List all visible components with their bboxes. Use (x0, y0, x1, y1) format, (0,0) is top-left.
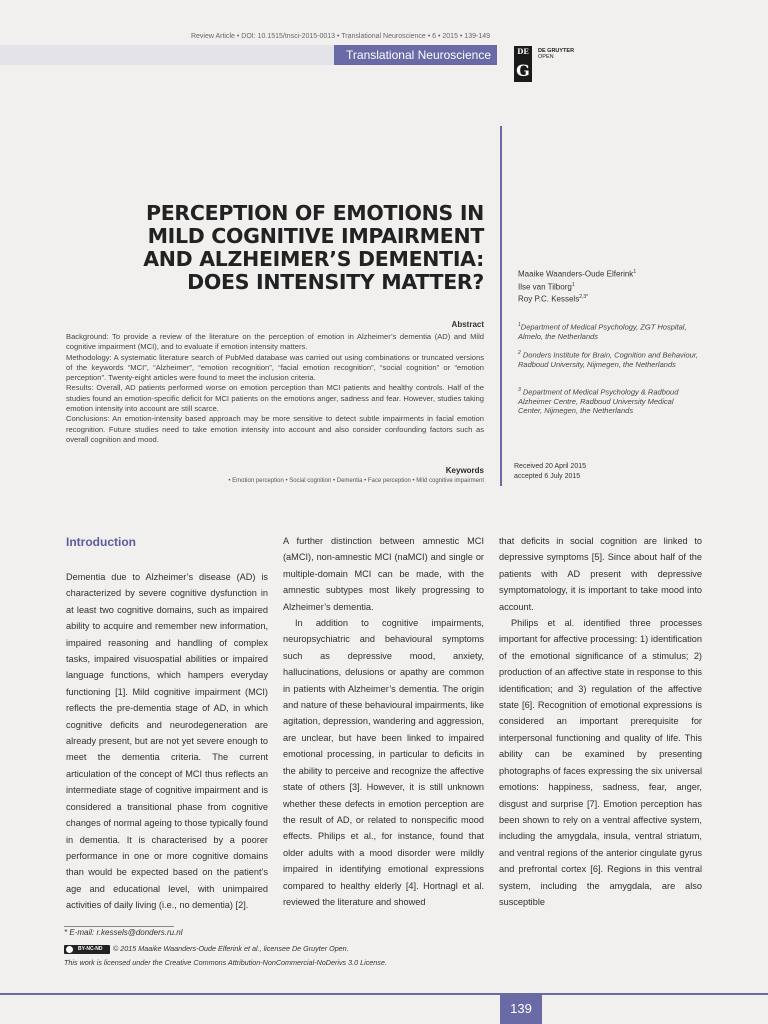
body-paragraph: A further distinction between amnestic MCI (aMCI), non-amnestic MCI (naMCI) and single or multiple-domain MCI can be made, with the amnestic subtypes most likely progressing to Alzheimer’s dementia. (283, 536, 484, 612)
abstract-label: Abstract (451, 320, 484, 329)
copyright-line (64, 944, 349, 954)
author-list (518, 267, 636, 305)
body-paragraph: Dementia due to Alzheimer’s disease (AD) is characterized by severe cognitive dysfunction in at least two cognitive domains, such as impaired ability to acquire and remember new information, impaired reasoning and handling of complex tasks, impaired visuospatial abilities or impaired language functions, which hampers everyday functioning [1]. Mild cognitive impairment (MCI) reflects the pre-dementia stage of AD, in which cognitive deficits and neurodegeneration are already present, but are not yet severe enough to meet the dementia criteria. The current articulation of the concept of MCI thus reflects an intermediate stage of cognitive impairment and is considered a transitional phase from cognitive changes of normal ageing to those typically found in dementia. It is characterised by a poorer performance in one or more cognitive domains than would be expected based on the patient’s age and educational level, with unimpaired activities of daily living (i.e., no dementia) [2]. (66, 572, 268, 911)
copyright-text: © 2015 Maaike Waanders-Oude Elferink et al., licensee De Gruyter Open. (113, 944, 349, 953)
publisher-name-line2: OPEN (538, 54, 554, 60)
author-name: Roy P.C. Kessels$^{2,3*}$ (518, 294, 589, 304)
received-date: Received 20 April 2015 (514, 463, 586, 470)
footer-rule (0, 993, 768, 995)
publisher-logo-top: DE (517, 47, 529, 56)
abstract-paragraph: Methodology: A systematic literature search of PubMed database was carried out using combinations or truncated versions of the keywords “MCI”, “Alzheimer”, “emotion recognition”, “facial emotion recognition”, “social cognition” or “emotion perception”. Twenty-eight articles were found to meet the inclusion criteria. (66, 352, 484, 383)
header-stripe (0, 45, 334, 65)
article-title (70, 202, 484, 294)
publisher-name-line1: DE GRUYTER (538, 48, 575, 54)
abstract-body (66, 332, 484, 445)
author-name: Maaike Waanders-Oude Elferink$^1$ (518, 269, 637, 279)
journal-banner: Translational Neuroscience (334, 45, 497, 65)
title-line: AND ALZHEIMER’S DEMENTIA: (143, 247, 484, 271)
body-paragraph: that deficits in social cognition are linked to depressive symptoms [5]. Since about half of the patients with AD present with depressive symptomatology, it is important to take mood into account. (499, 536, 702, 612)
affiliation-3: $^3$ Department of Medical Psychology & Radboud Alzheimer Centre, Radboud University Medical Center, Nijmegen, the Netherlands (518, 387, 679, 415)
title-line: MILD COGNITIVE IMPAIRMENT (147, 224, 484, 248)
dates-block (514, 462, 586, 482)
citation-line: Review Article • DOI: 10.1515/tnsci-2015-0013 • Translational Neuroscience • 6 • 2015 • 139-149 (190, 33, 490, 40)
body-paragraph: Philips et al. identified three processes important for affective processing: 1) identification of the emotional significance of a stimulus; 2) production of an affective state in response to this identification; and 3) regulation of the affective state [6]. Recognition of emotional expressions is considered an important prerequisite for interpersonal functioning and quality of life. This ability can be examined by presenting photographs of faces expressing the six universal emotions: happiness, sadness, fear, anger, disgust and surprise [7]. Emotion perception has been shown to rely on a ventral affective system, including the amygdala, insula, ventral striatum, and ventral regions of the anterior cingulate gyrus and prefrontal cortex [6]. Regions in this ventral system, including the amygdala, are also susceptible (499, 618, 702, 907)
body-paragraph: In addition to cognitive impairments, neuropsychiatric and behavioural symptoms such as depressive mood, anxiety, hallucinations, delusions or apathy are common in patients with Alzheimer’s dementia. The origin and nature of these behavioural impairments, like agitation, depression, wandering and aggression, are unclear, but have been linked to impaired emotional processing, in particular to deficits in the ability to perceive and recognize the affective state of others [3]. However, it is still unknown whether these defects in emotion perception are the result of AD, or related to nonspecific mood effects. Philips et al., for instance, found that older adults with a mood disorder were mildly impaired in identifying emotional expressions compared to healthy elderly [4]. Hortnagl et al. reviewed the literature and showed (283, 618, 484, 907)
footnote-divider (64, 926, 174, 927)
abstract-paragraph: Background: To provide a review of the literature on the perception of emotion in Alzheimer’s dementia (AD) and Mild cognitive impairment (MCI), and to evaluate if emotion intensity matters. (66, 332, 484, 352)
page-number: 139 (500, 995, 542, 1024)
vertical-divider (500, 126, 502, 486)
cc-license-icon: BY-NC-ND (64, 945, 110, 954)
keywords-label: Keywords (445, 466, 484, 475)
corresponding-email[interactable]: * E-mail: r.kessels@donders.ru.nl (64, 928, 183, 937)
publisher-name (538, 48, 574, 60)
publisher-logo (514, 46, 532, 82)
body-column-1 (66, 569, 268, 914)
author-name: Ilse van Tilborg$^1$ (518, 281, 575, 292)
abstract-paragraph: Results: Overall, AD patients performed worse on emotion perception than MCI patients and healthy controls. Half of the studies found an emotion-specific deficit for MCI patients on the emotions anger, sadness and fear. However, studies taking emotion intensity into account are still scarce. (66, 383, 484, 414)
abstract-paragraph: Conclusions: An emotion-intensity based approach may be more sensitive to detect subtle impairments in facial emotion recognition. Future studies need to take emotion intensity into account and also consider confounding factors such as overall cognition and mood. (66, 414, 484, 444)
body-column-3 (499, 533, 702, 910)
accepted-date: accepted 6 July 2015 (514, 473, 581, 480)
keywords-list: • Emotion perception • Social cognition • Dementia • Face perception • Mild cognitive impairment (228, 478, 484, 484)
body-column-2 (283, 533, 484, 910)
section-heading: Introduction (66, 535, 136, 549)
license-text: This work is licensed under the Creative Commons Attribution-NonCommercial-NoDerivs 3.0 License. (64, 958, 387, 967)
title-line: DOES INTENSITY MATTER? (187, 270, 484, 294)
affiliation-1: $^1$Department of Medical Psychology, ZGT Hospital, Almelo, the Netherlands (518, 322, 687, 341)
affiliation-2: $^2$ Donders Institute for Brain, Cognition and Behaviour, Radboud University, Nijmegen, the Netherlands (518, 350, 698, 369)
publisher-logo-bottom: G (516, 61, 530, 80)
title-line: PERCEPTION OF EMOTIONS IN (146, 201, 484, 225)
